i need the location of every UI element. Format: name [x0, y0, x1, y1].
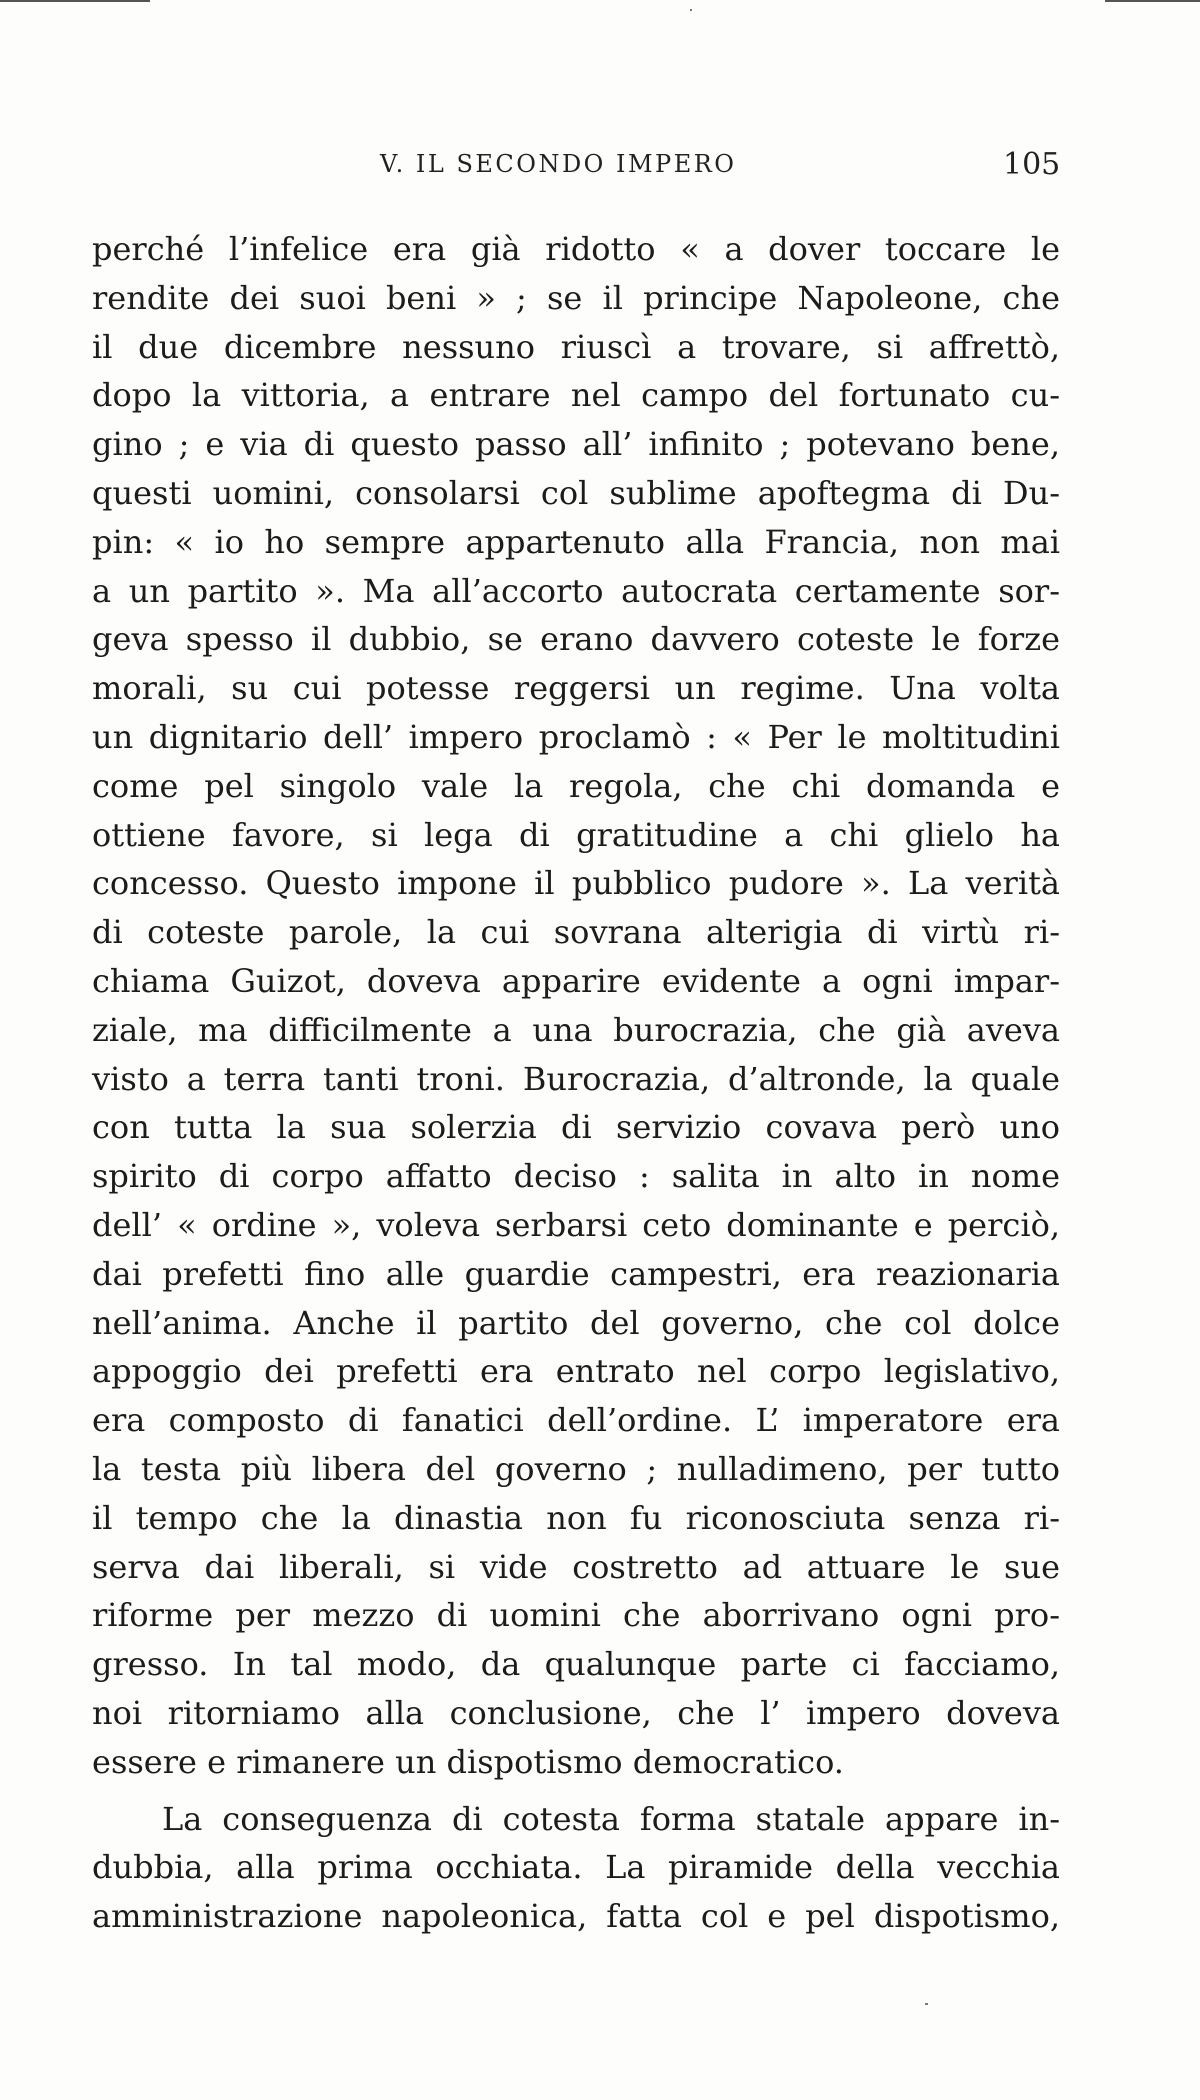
paper-speck — [925, 2003, 928, 2005]
text-line: pin: « io ho sempre appartenuto alla Francia, non mai — [92, 522, 1060, 561]
text-line: la testa più libera del governo ; nulladimeno, per tutto — [92, 1449, 1060, 1488]
text-line: dai prefetti fino alle guardie campestri, era reazionaria — [92, 1254, 1060, 1293]
top-edge-mark-right — [1105, 0, 1200, 2]
text-line: di coteste parole, la cui sovrana alterigia di virtù ri- — [92, 913, 1060, 952]
text-line: dubbia, alla prima occhiata. La piramide della vecchia — [92, 1848, 1060, 1887]
text-line: il due dicembre nessuno riuscì a trovare, si affrettò, — [92, 327, 1060, 366]
page-number: 105 — [1003, 147, 1061, 182]
text-line: noi ritorniamo alla conclusione, che l’ impero doveva — [92, 1693, 1060, 1732]
text-line: chiama Guizot, doveva apparire evidente a ogni impar- — [92, 961, 1060, 1000]
text-line: riforme per mezzo di uomini che aborrivano ogni pro- — [92, 1596, 1060, 1635]
text-line: concesso. Questo impone il pubblico pudore ». La verità — [92, 864, 1060, 903]
text-line: essere e rimanere un dispotismo democratico. — [92, 1742, 844, 1781]
text-line: perché l’infelice era già ridotto « a dover toccare le — [92, 230, 1060, 268]
text-line: morali, su cui potesse reggersi un regime. Una volta — [92, 669, 1060, 708]
text-line: ottiene favore, si lega di gratitudine a chi glielo ha — [92, 815, 1060, 854]
text-line: visto a terra tanti troni. Burocrazia, d’altronde, la quale — [92, 1059, 1060, 1098]
body-text — [92, 225, 1060, 1941]
text-line: dopo la vittoria, a entrare nel campo del fortunato cu- — [92, 376, 1060, 415]
text-line: amministrazione napoleonica, fatta col e pel dispotismo, — [92, 1897, 1060, 1936]
text-line: era composto di fanatici dell’ordine. L’ imperatore era — [92, 1401, 1060, 1440]
running-title: V. IL SECONDO IMPERO — [380, 150, 737, 178]
text-line: gino ; e via di questo passo all’ infinito ; potevano bene, — [92, 425, 1060, 464]
text-line: spirito di corpo affatto deciso : salita in alto in nome — [92, 1157, 1060, 1196]
paragraph-1 — [92, 225, 1060, 1787]
text-line: ziale, ma difficilmente a una burocrazia, che già aveva — [92, 1010, 1060, 1049]
text-line: nell’anima. Anche il partito del governo, che col dolce — [92, 1303, 1060, 1342]
paper-speck — [690, 9, 692, 11]
text-line: questi uomini, consolarsi col sublime apoftegma di Du- — [92, 473, 1060, 512]
text-line: il tempo che la dinastia non fu riconosciuta senza ri- — [92, 1498, 1060, 1537]
text-line: dell’ « ordine », voleva serbarsi ceto dominante e perciò, — [92, 1205, 1060, 1244]
paragraph-2 — [92, 1795, 1060, 1941]
text-line: con tutta la sua solerzia di servizio covava però uno — [92, 1108, 1060, 1147]
text-line: un dignitario dell’ impero proclamò : « Per le moltitudini — [92, 717, 1060, 756]
running-head — [0, 147, 1200, 190]
text-line: a un partito ». Ma all’accorto autocrata certamente sor- — [92, 571, 1060, 610]
text-line: La conseguenza di cotesta forma statale appare in- — [162, 1799, 1060, 1838]
text-line: gresso. In tal modo, da qualunque parte ci facciamo, — [92, 1645, 1060, 1684]
top-edge-mark — [0, 0, 150, 2]
text-line: rendite dei suoi beni » ; se il principe Napoleone, che — [92, 278, 1060, 317]
text-line: come pel singolo vale la regola, che chi domanda e — [92, 766, 1060, 805]
text-line: appoggio dei prefetti era entrato nel corpo legislativo, — [92, 1352, 1060, 1391]
text-line: geva spesso il dubbio, se erano davvero coteste le forze — [92, 620, 1060, 659]
text-line: serva dai liberali, si vide costretto ad attuare le sue — [92, 1547, 1060, 1586]
